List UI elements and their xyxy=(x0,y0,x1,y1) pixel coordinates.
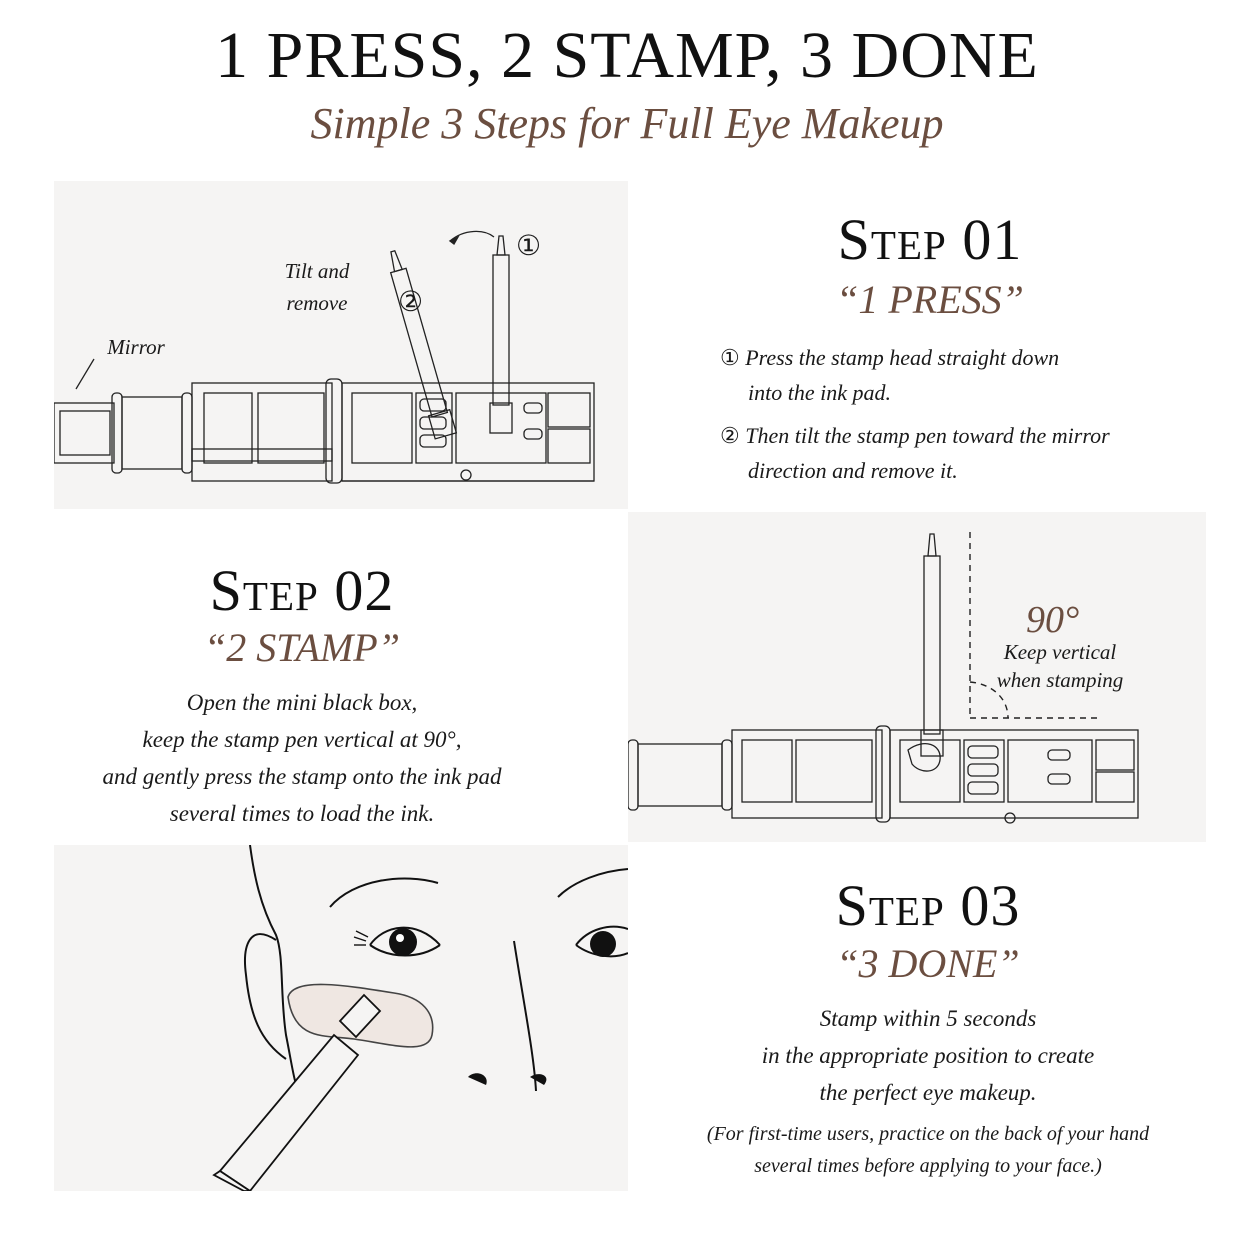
step3-body xyxy=(628,1000,1228,1111)
step3-line: in the appropriate position to create xyxy=(761,1043,1095,1068)
tilt-label-line2: remove xyxy=(286,291,348,315)
step2-body xyxy=(0,684,604,832)
step2-heading: Step 02 xyxy=(209,558,395,623)
step1-instructions xyxy=(720,340,1190,488)
step1-heading: Step 01 xyxy=(837,207,1023,272)
vertical-label-line1: Keep vertical xyxy=(1003,640,1117,664)
step2-illustration xyxy=(628,512,1206,842)
step2-line: and gently press the stamp onto the ink pad xyxy=(102,764,502,789)
step1-quote: “1 PRESS” xyxy=(836,277,1024,322)
mirror-label: Mirror xyxy=(107,335,165,359)
step3-line: the perfect eye makeup. xyxy=(819,1080,1037,1105)
page-subtitle: Simple 3 Steps for Full Eye Makeup xyxy=(310,99,944,148)
step3-illustration xyxy=(54,845,628,1191)
step3-note-line: several times before applying to your face.) xyxy=(754,1155,1102,1177)
step2-line: Open the mini black box, xyxy=(186,690,418,715)
instruction-1 xyxy=(720,340,1190,375)
instruction-1-marker: ① xyxy=(720,345,740,370)
left-pupil xyxy=(389,928,417,956)
vertical-label-line2: when stamping xyxy=(996,668,1124,692)
step3-note-line: (For first-time users, practice on the back of your hand xyxy=(706,1123,1150,1145)
instruction-2 xyxy=(720,418,1190,453)
right-pupil xyxy=(590,931,616,957)
step1-illustration xyxy=(54,181,628,509)
step2-line: keep the stamp pen vertical at 90°, xyxy=(142,727,462,752)
step2-quote: “2 STAMP” xyxy=(204,625,400,670)
page-title: 1 PRESS, 2 STAMP, 3 DONE xyxy=(215,19,1039,92)
step3-quote: “3 DONE” xyxy=(836,941,1020,986)
instruction-1-line1: Press the stamp head straight down xyxy=(745,345,1060,370)
tilt-label-line1: Tilt and xyxy=(284,259,350,283)
instruction-2-line2: direction and remove it. xyxy=(748,458,958,483)
instruction-1-line2: into the ink pad. xyxy=(748,380,891,405)
angle-label: 90° xyxy=(1026,599,1080,641)
marker-two: ② xyxy=(398,287,424,318)
instruction-2-marker: ② xyxy=(720,423,740,448)
step3-note xyxy=(628,1118,1228,1182)
step3-heading: Step 03 xyxy=(835,873,1021,938)
marker-one: ① xyxy=(516,231,542,262)
face-stamp-drawing xyxy=(54,845,628,1191)
instruction-2-line1: Then tilt the stamp pen toward the mirror xyxy=(745,423,1110,448)
step3-line: Stamp within 5 seconds xyxy=(819,1006,1037,1031)
step2-line: several times to load the ink. xyxy=(169,801,435,826)
